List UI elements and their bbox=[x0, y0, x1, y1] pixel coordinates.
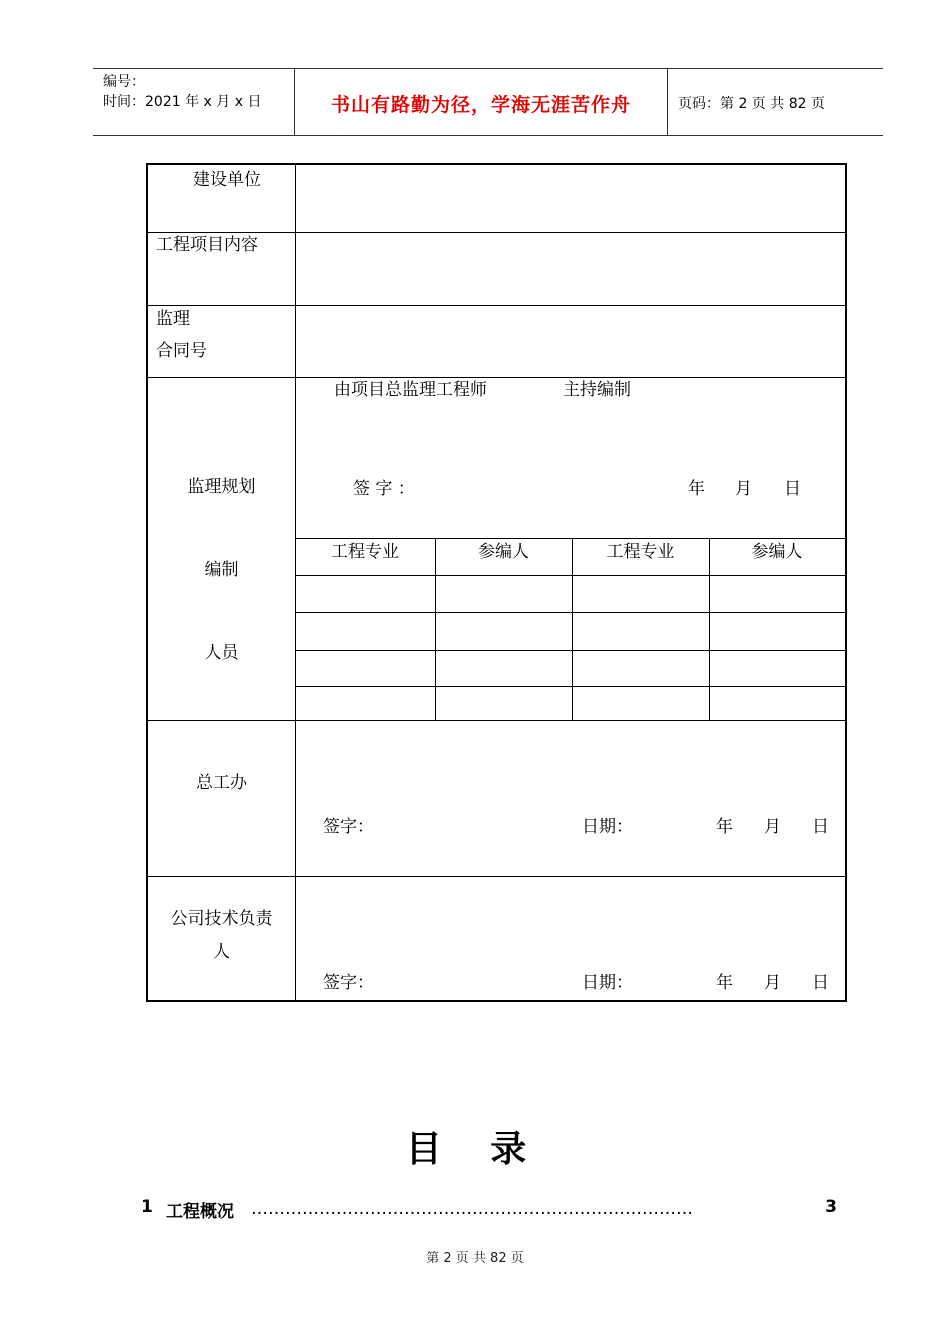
toc-entry-page: 3 bbox=[825, 1197, 837, 1217]
chief-office-label: 总工办 bbox=[196, 773, 247, 793]
chief-month: 月 bbox=[764, 817, 781, 837]
tech-date-label: 日期： bbox=[582, 973, 633, 993]
project-content-label: 工程项目内容 bbox=[156, 235, 258, 255]
staff-col-divider bbox=[435, 538, 436, 720]
staff-col-divider bbox=[572, 538, 573, 720]
chief-year: 年 bbox=[716, 817, 733, 837]
contract-label-line1: 监理 bbox=[156, 309, 190, 329]
row-divider bbox=[148, 876, 845, 877]
toc-entry[interactable] bbox=[141, 1197, 837, 1223]
project-info-form bbox=[146, 163, 847, 1002]
construction-unit-label: 建设单位 bbox=[193, 170, 261, 190]
plan-month: 月 bbox=[735, 479, 752, 499]
header-divider bbox=[667, 68, 668, 136]
tech-lead-label-line2: 人 bbox=[213, 942, 230, 962]
row-divider bbox=[148, 377, 845, 378]
tech-sign-label: 签字： bbox=[323, 973, 374, 993]
header-motto: 书山有路勤为径，学海无涯苦作舟 bbox=[330, 94, 631, 116]
header-meta bbox=[103, 72, 261, 112]
staff-table-top bbox=[295, 538, 845, 539]
doc-number-label: 编号： bbox=[103, 74, 145, 90]
header-top-rule bbox=[93, 68, 883, 69]
chief-sign-label: 签字： bbox=[323, 817, 374, 837]
plan-sign-label: 签 字 ： bbox=[353, 479, 415, 499]
compile-label: 编制 bbox=[204, 560, 239, 580]
staff-label: 人员 bbox=[204, 643, 239, 663]
staff-row-divider bbox=[295, 686, 845, 687]
row-divider bbox=[148, 720, 845, 721]
tech-year: 年 bbox=[716, 973, 733, 993]
toc-title: 目 录 bbox=[405, 1128, 545, 1170]
row-divider bbox=[148, 305, 845, 306]
staff-header: 工程专业 bbox=[606, 542, 675, 562]
chief-day: 日 bbox=[812, 817, 829, 837]
toc-entry-number: 1 bbox=[141, 1197, 153, 1217]
header-page-info: 页码：第 2 页 共 82 页 bbox=[678, 96, 825, 112]
tech-day: 日 bbox=[812, 973, 829, 993]
staff-col-divider bbox=[709, 538, 710, 720]
label-column-divider bbox=[295, 165, 296, 1000]
contract-label-line2: 合同号 bbox=[156, 341, 207, 361]
toc-entry-label: 工程概况 bbox=[166, 1202, 234, 1222]
staff-row-divider bbox=[295, 650, 845, 651]
staff-header: 工程专业 bbox=[331, 542, 399, 562]
staff-header: 参编人 bbox=[751, 542, 803, 562]
tech-month: 月 bbox=[764, 973, 781, 993]
staff-header: 参编人 bbox=[478, 542, 529, 562]
tech-lead-label-line1: 公司技术负责 bbox=[170, 909, 273, 929]
staff-row-divider bbox=[295, 575, 845, 576]
page-footer: 第 2 页 共 82 页 bbox=[426, 1251, 524, 1266]
toc-entry-leader: …………………………………………………………………… bbox=[251, 1199, 693, 1219]
plan-day: 日 bbox=[784, 479, 801, 499]
plan-label: 监理规划 bbox=[187, 477, 256, 497]
chief-date-label: 日期： bbox=[582, 817, 633, 837]
compiled-by-text: 由项目总监理工程师 bbox=[334, 380, 487, 400]
header-bottom-rule bbox=[93, 135, 883, 136]
staff-row-divider bbox=[295, 612, 845, 613]
presided-text: 主持编制 bbox=[563, 380, 631, 400]
doc-time: 时间：2021 年 x 月 x 日 bbox=[103, 94, 262, 110]
plan-year: 年 bbox=[688, 479, 705, 499]
